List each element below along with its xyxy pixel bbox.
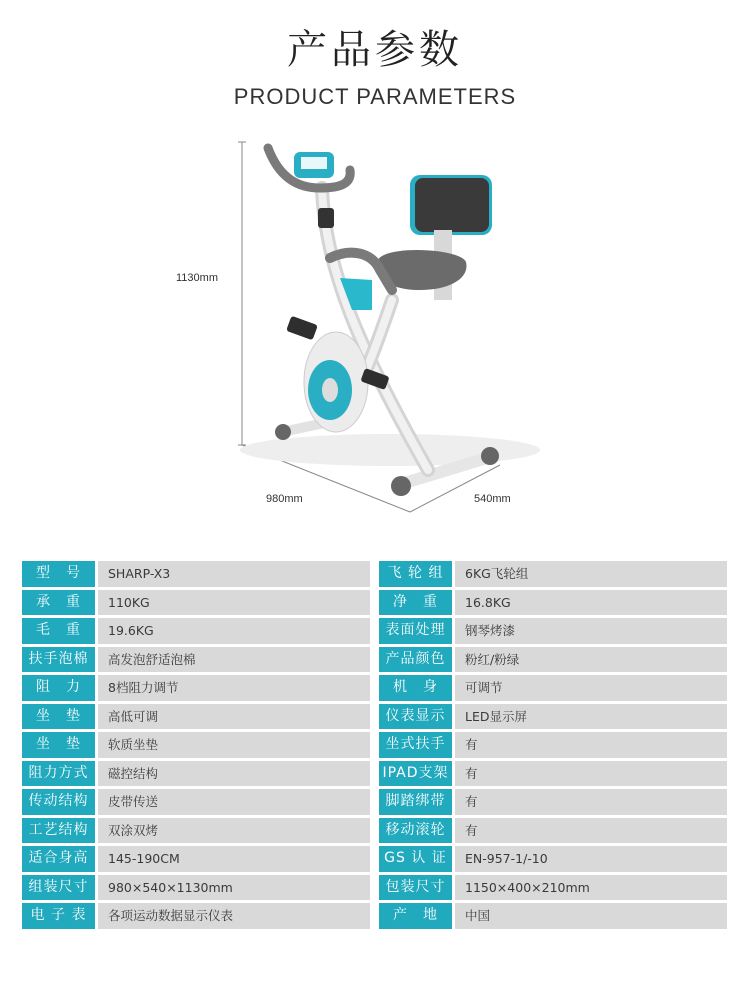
spec-value: 皮带传送	[98, 789, 370, 815]
spec-label: 工艺结构	[22, 818, 95, 844]
spec-value: 各项运动数据显示仪表	[98, 903, 370, 929]
spec-value: EN-957-1/-10	[455, 846, 727, 872]
width-dimension-label: 540mm	[474, 493, 511, 505]
spec-row	[22, 561, 728, 587]
spec-row	[22, 761, 728, 787]
spec-value: 可调节	[455, 675, 727, 701]
spec-label: 承 重	[22, 590, 95, 616]
spec-row	[22, 789, 728, 815]
spec-row	[22, 846, 728, 872]
spec-label: 坐 垫	[22, 704, 95, 730]
spec-value: 高低可调	[98, 704, 370, 730]
spec-label: 移动滚轮	[379, 818, 452, 844]
spec-value: 6KG飞轮组	[455, 561, 727, 587]
spec-label: 坐式扶手	[379, 732, 452, 758]
spec-value: 软质坐垫	[98, 732, 370, 758]
page-title-cn: 产品参数	[287, 27, 463, 73]
spec-label: GS 认 证	[379, 846, 452, 872]
spec-label: IPAD支架	[379, 761, 452, 787]
product-illustration	[0, 120, 750, 530]
spec-row	[22, 675, 728, 701]
spec-value: LED显示屏	[455, 704, 727, 730]
spec-value: 中国	[455, 903, 727, 929]
spec-value: 磁控结构	[98, 761, 370, 787]
spec-row	[22, 647, 728, 673]
spec-value: 粉红/粉绿	[455, 647, 727, 673]
spec-label: 脚踏绑带	[379, 789, 452, 815]
spec-value: 有	[455, 789, 727, 815]
spec-value: 双涂双烤	[98, 818, 370, 844]
height-dimension-label: 1130mm	[176, 272, 218, 284]
spec-label: 产 地	[379, 903, 452, 929]
spec-label: 组装尺寸	[22, 875, 95, 901]
spec-value: 高发泡舒适泡棉	[98, 647, 370, 673]
spec-value: 有	[455, 818, 727, 844]
spec-label: 表面处理	[379, 618, 452, 644]
length-dimension-label: 980mm	[266, 493, 303, 505]
page-title-en: PRODUCT PARAMETERS	[233, 84, 517, 109]
spec-value: 钢琴烤漆	[455, 618, 727, 644]
spec-value: 有	[455, 761, 727, 787]
spec-value: 980×540×1130mm	[98, 875, 370, 901]
exercise-bike-image	[0, 120, 750, 530]
spec-label: 阻 力	[22, 675, 95, 701]
spec-label: 传动结构	[22, 789, 95, 815]
spec-value: 8档阻力调节	[98, 675, 370, 701]
spec-value: 145-190CM	[98, 846, 370, 872]
spec-value: 110KG	[98, 590, 370, 616]
spec-label: 阻力方式	[22, 761, 95, 787]
spec-label: 适合身高	[22, 846, 95, 872]
spec-value: 有	[455, 732, 727, 758]
spec-label: 毛 重	[22, 618, 95, 644]
spec-row	[22, 590, 728, 616]
spec-row	[22, 732, 728, 758]
spec-value: 1150×400×210mm	[455, 875, 727, 901]
spec-label: 机 身	[379, 675, 452, 701]
spec-label: 包装尺寸	[379, 875, 452, 901]
spec-label: 产品颜色	[379, 647, 452, 673]
spec-label: 净 重	[379, 590, 452, 616]
spec-row	[22, 618, 728, 644]
spec-row	[22, 704, 728, 730]
spec-label: 坐 垫	[22, 732, 95, 758]
spec-row	[22, 875, 728, 901]
spec-value: SHARP-X3	[98, 561, 370, 587]
spec-label: 电 子 表	[22, 903, 95, 929]
spec-label: 扶手泡棉	[22, 647, 95, 673]
spec-label: 飞 轮 组	[379, 561, 452, 587]
spec-row	[22, 903, 728, 929]
spec-value: 16.8KG	[455, 590, 727, 616]
spec-value: 19.6KG	[98, 618, 370, 644]
spec-row	[22, 818, 728, 844]
spec-label: 型 号	[22, 561, 95, 587]
spec-label: 仪表显示	[379, 704, 452, 730]
spec-table	[22, 561, 728, 932]
